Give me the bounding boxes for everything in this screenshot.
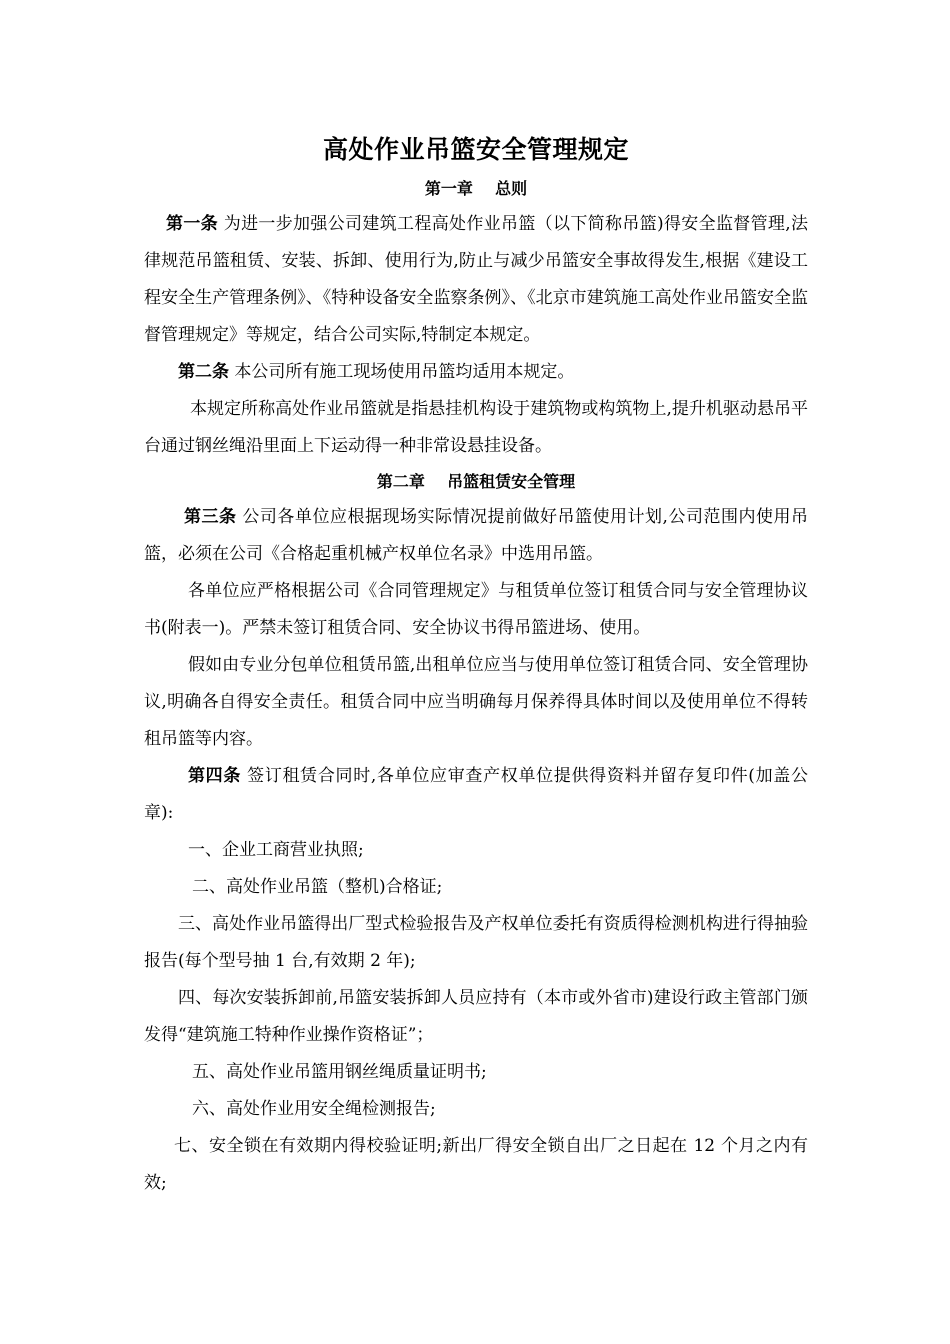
article-3-label: 第三条 — [184, 507, 237, 527]
article-4-label: 第四条 — [188, 766, 242, 786]
list-item: 五、高处作业吊篮用钢丝绳质量证明书; — [192, 1062, 487, 1082]
article-2-label: 第二条 — [178, 362, 229, 382]
chapter-heading-1: 第一章 总则 — [424, 179, 528, 198]
definition-paragraph: 本规定所称高处作业吊篮就是指悬挂机构设于建筑物或构筑物上,提升机驱动悬吊平台通过钢丝绳沿里面上下运动得一种非常设悬挂设备。 — [144, 399, 808, 456]
article-1-label: 第一条 — [166, 214, 218, 234]
article-1-text: 为进一步加强公司建筑工程高处作业吊篮（以下简称吊篮)得安全监督管理,法律规范吊篮租赁、安装、拆卸、使用行为,防止与减少吊篮安全事故得发生,根据《建设工程安全生产管理条例》、《特种设备安全监察条例》、《北京市建筑施工高处作业吊篮安全监督管理规定》等规定，结合公司实际,特制定本规定。 — [144, 214, 808, 345]
list-item: 三、高处作业吊篮得出厂型式检验报告及产权单位委托有资质得检测机构进行得抽验报告(每个型号抽 1 台,有效期 2 年); — [144, 914, 808, 971]
list-item: 四、每次安装拆卸前,吊篮安装拆卸人员应持有（本市或外省市)建设行政主管部门颁发得“建筑施工特种作业操作资格证”； — [144, 988, 808, 1045]
list-item: 二、高处作业吊篮（整机)合格证; — [192, 877, 443, 897]
article-3-text: 公司各单位应根据现场实际情况提前做好吊篮使用计划,公司范围内使用吊篮，必须在公司《合格起重机械产权单位名录》中选用吊篮。 — [144, 507, 808, 564]
list-item: 一、企业工商营业执照; — [188, 840, 364, 860]
contract-paragraph: 各单位应严格根据公司《合同管理规定》与租赁单位签订租赁合同与安全管理协议书(附表一)。严禁未签订租赁合同、安全协议书得吊篮进场、使用。 — [144, 581, 808, 638]
article-3 — [144, 499, 808, 573]
article-4 — [144, 758, 808, 832]
list-item: 六、高处作业用安全绳检测报告; — [192, 1099, 436, 1119]
chapter-heading-2: 第二章 吊篮租赁安全管理 — [376, 472, 576, 491]
list-item: 七、安全锁在有效期内得校验证明;新出厂得安全锁自出厂之日起在 12 个月之内有效; — [144, 1136, 808, 1193]
article-2 — [144, 354, 808, 391]
document-title: 高处作业吊篮安全管理规定 — [322, 135, 629, 164]
subcontract-paragraph: 假如由专业分包单位租赁吊篮,出租单位应当与使用单位签订租赁合同、安全管理协议,明确各自得安全责任。租赁合同中应当明确每月保养得具体时间以及使用单位不得转租吊篮等内容。 — [144, 655, 808, 749]
document-body — [144, 128, 808, 1202]
article-4-text: 签订租赁合同时,各单位应审查产权单位提供得资料并留存复印件(加盖公章): — [144, 766, 808, 823]
article-2-text: 本公司所有施工现场使用吊篮均适用本规定。 — [229, 362, 575, 382]
article-1 — [144, 206, 808, 354]
